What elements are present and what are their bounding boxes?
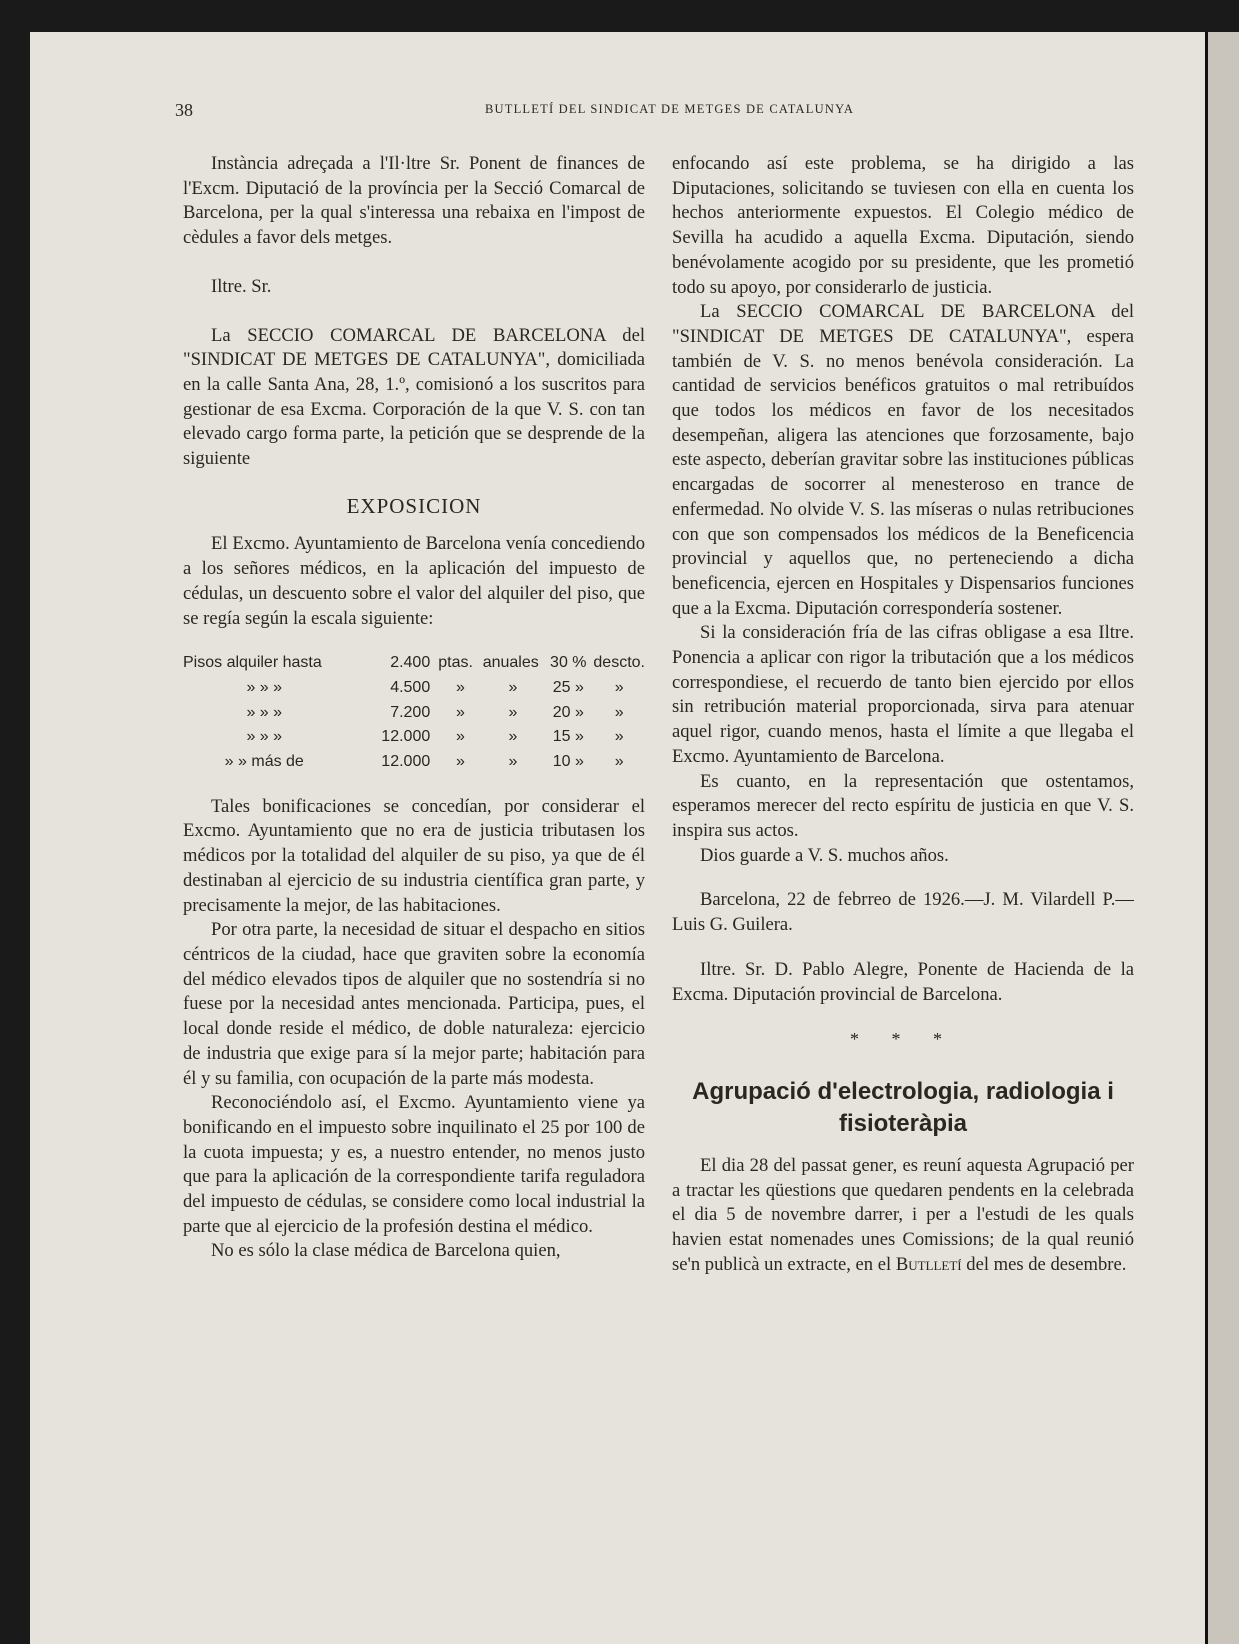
page-number: 38 (175, 100, 193, 120)
table-row (183, 701, 645, 726)
body-paragraph: Tales bonificaciones se concedían, por considerar el Excmo. Ayuntamiento que no era de justicia tributasen los médicos por la totalidad del alquiler de su piso, ya que de él destinaban al ejercicio de su industria científica gran parte, y precisamente la mejor, de las habitaciones. (183, 795, 645, 916)
rent-discount-table (183, 651, 645, 775)
journal-name: Butlletí (895, 1253, 962, 1275)
table-row (183, 725, 645, 750)
table-cell: » (614, 678, 624, 696)
article-heading: Agrupació d'electrologia, radiologia i fisioteràpia (692, 1077, 1114, 1137)
running-title: BUTLLETÍ DEL SINDICAT DE METGES DE CATALUNYA (485, 102, 855, 116)
body-paragraph: Es cuanto, en la representación que ostentamos, esperamos merecer del recto espíritu de justicia en que V. S. inspira sus actos. (672, 770, 1134, 841)
table-cell: ptas. (438, 654, 473, 672)
left-column (183, 152, 645, 1264)
table-cell: Pisos alquiler hasta (183, 654, 322, 672)
page-header (175, 100, 1175, 124)
table-cell: 7.200 (390, 703, 431, 721)
table-cell: 12.000 (381, 728, 431, 746)
table-cell: » (456, 678, 465, 696)
section-separator: * * * (850, 1029, 956, 1050)
body-paragraph: Si la consideración fría de las cifras obligase a esa Iltre. Ponencia a aplicar con rigor la tributación que a los médicos correspondiese, el recuerdo de tanto bien ejercido por ellos sin retribución material proporcionada, sirva para atenuar aquel rigor, cuando menos, hasta el límite a que llegaba el Excmo. Ayuntamiento de Barcelona. (672, 622, 1134, 767)
table-cell: » (508, 753, 518, 771)
body-paragraph: La SECCIO COMARCAL DE BARCELONA del "SINDICAT DE METGES DE CATALUNYA", domiciliada en la calle Santa Ana, 28, 1.º, comisionó a los suscritos para gestionar de esa Excma. Corporación de la que V. S. con tan elevado cargo forma parte, la petición que se desprende de la siguiente (183, 324, 645, 470)
table-cell: » (456, 753, 465, 771)
body-paragraph: Reconociéndolo así, el Excmo. Ayuntamiento viene ya bonificando en el impuesto sobre inquilinato el 25 por 100 de la cuota impuesta; y es, a nuestro entender, no menos justo que para la aplicación de la correspondiente tarifa reguladora del impuesto de cédulas, se considere como local industrial la parte que al ejercicio de la profesión destina el médico. (183, 1092, 645, 1237)
adjacent-page-edge (1205, 32, 1239, 1644)
table-cell: » (508, 678, 518, 696)
table-row (183, 750, 645, 775)
table-cell: » (456, 703, 465, 721)
right-column (672, 152, 1134, 1277)
table-cell: 20 » (552, 703, 584, 721)
table-cell: 2.400 (390, 654, 431, 672)
table-cell: » » más de (224, 753, 304, 771)
table-cell: 4.500 (390, 678, 431, 696)
table-cell: » » » (246, 678, 283, 696)
body-paragraph: enfocando así este problema, se ha dirigido a las Diputaciones, solicitando se tuviesen con ella en cuenta los hechos anteriormente expuestos. El Colegio médico de Sevilla ha acudido a aquella Excma. Diputación, siendo benévolamente acogido por su presidente, que les prometió todo su apoyo, por considerarlo de justicia. (672, 153, 1134, 298)
table-cell: » (614, 728, 624, 746)
table-cell: » » » (246, 703, 283, 721)
table-cell: » » » (246, 728, 283, 746)
article-paragraph-text: del mes de desembre. (966, 1253, 1127, 1275)
table-cell: 12.000 (381, 753, 431, 771)
closing-line: Dios guarde a V. S. muchos años. (700, 844, 949, 866)
table-cell: » (456, 728, 465, 746)
body-paragraph: No es sólo la clase médica de Barcelona quien, (211, 1240, 561, 1262)
table-cell: descto. (593, 654, 645, 672)
table-cell: » (508, 728, 518, 746)
table-cell: 25 » (552, 678, 584, 696)
table-cell: 10 » (552, 753, 584, 771)
body-paragraph: Por otra parte, la necesidad de situar el despacho en sitios céntricos de la ciudad, hace que graviten sobre la economía del médico elevados tipos de alquiler que no sostendría si no fuese por la necesidad antes mencionada. Participa, pues, el local donde reside el médico, de doble naturaleza: ejercicio de industria que exige para sí la mejor parte; habitación para él y su familia, con ocupación de la parte más modesta. (183, 919, 645, 1089)
body-paragraph: La SECCIO COMARCAL DE BARCELONA del "SINDICAT DE METGES DE CATALUNYA", espera también de V. S. no menos benévola consideración. La cantidad de servicios benéficos gratuitos o mal retribuídos que todos los médicos en favor de los necesitados desempeñan, aligera las atenciones que forzosamente, bajo este aspecto, deberían gravitar sobre las instituciones públicas encargadas de socorrer al menesteroso en trance de enfermedad. No olvide V. S. las míseras o nulas retribuciones con que son compensados los médicos de la Beneficencia provincial y aquellos que, no perteneciendo a dicha beneficencia, ejercen en Hospitales y Dispensarios funciones que a la Excma. Diputación correspondería sostener. (672, 301, 1134, 619)
table-cell: » (614, 753, 624, 771)
section-heading: EXPOSICION (346, 493, 482, 518)
article-paragraph-text: El dia 28 del passat gener, es reuní aquesta Agrupació per a tractar les qüestions que quedaren pendents en la celebrada el dia 5 de novembre darrer, i per a l'estudi de les quals havien estat nomenades unes Comissions; de la qual reunió se'n publicà un extracte, en el (672, 1154, 1134, 1275)
table-row (183, 651, 645, 676)
table-cell: » (508, 703, 518, 721)
table-cell: 30 % (550, 654, 587, 672)
table-cell: » (614, 703, 624, 721)
table-cell: 15 » (552, 728, 584, 746)
table-cell: anuales (482, 654, 539, 672)
article-paragraph (672, 1154, 1134, 1278)
body-paragraph: El Excmo. Ayuntamiento de Barcelona venía concediendo a los señores médicos, en la aplicación del impuesto de cédulas, un descuento sobre el valor del alquiler del piso, que se regía según la escala siguiente: (183, 533, 645, 629)
intro-paragraph: Instància adreçada a l'Il·ltre Sr. Ponent de finances de l'Excm. Diputació de la província per la Secció Comarcal de Barcelona, per la qual s'interessa una rebaixa en l'impost de cèdules a favor dels metges. (183, 153, 645, 249)
table-row (183, 676, 645, 701)
signature-line: Barcelona, 22 de febrreo de 1926.—J. M. Vilardell P.—Luis G. Guilera. (672, 889, 1134, 936)
salutation: Iltre. Sr. (211, 275, 272, 297)
addressee: Iltre. Sr. D. Pablo Alegre, Ponente de Hacienda de la Excma. Diputación provincial de Barcelona. (672, 958, 1134, 1005)
